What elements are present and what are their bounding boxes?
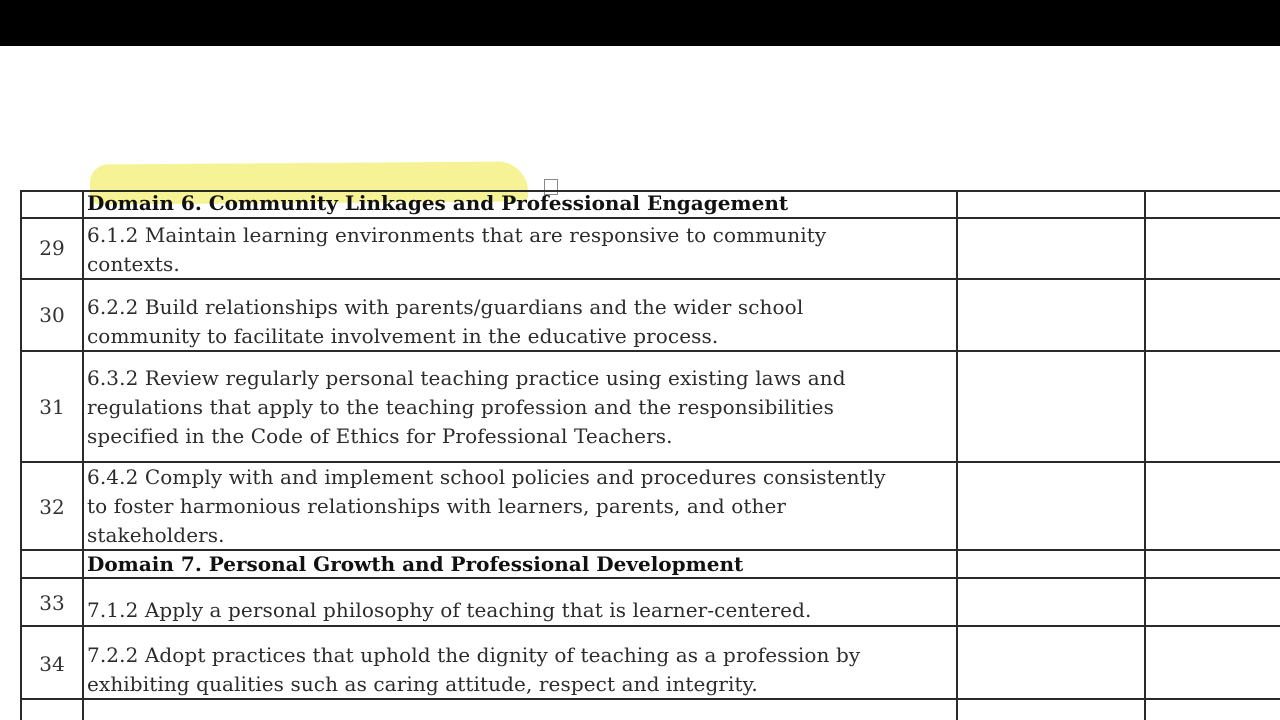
table-rule	[956, 190, 958, 720]
table-rule	[20, 577, 1280, 579]
table-rule	[20, 625, 1280, 627]
row-number: 33	[39, 591, 65, 615]
row-number: 31	[39, 395, 65, 419]
table-rule	[1144, 190, 1146, 720]
domain-heading: Domain 6. Community Linkages and Professional Engagement	[87, 191, 789, 215]
competency-text: 6.4.2 Comply with and implement school policies and procedures consistently to foster harmonious relationships with learners, parents, and other stakeholders.	[87, 465, 886, 547]
table-rule	[20, 217, 1280, 219]
table-rule	[20, 190, 22, 720]
table-rule	[82, 190, 84, 720]
competency-text: 7.1.2 Apply a personal philosophy of teaching that is learner-centered.	[87, 598, 812, 622]
competency-text: 6.1.2 Maintain learning environments that are responsive to community contexts.	[87, 223, 827, 276]
row-number: 30	[39, 303, 65, 327]
competency-text: 7.2.2 Adopt practices that uphold the dignity of teaching as a profession by exhibiting qualities such as caring attitude, respect and integrity.	[87, 643, 861, 696]
row-number: 29	[39, 236, 65, 260]
domain-heading: Domain 7. Personal Growth and Professional Development	[87, 552, 744, 576]
row-number: 32	[39, 495, 65, 519]
competency-text: 6.3.2 Review regularly personal teaching practice using existing laws and regulations that apply to the teaching profession and the responsibilities specified in the Code of Ethics for Professional Teachers.	[87, 366, 846, 448]
competency-text: 6.2.2 Build relationships with parents/guardians and the wider school community to facilitate involvement in the educative process.	[87, 295, 804, 348]
row-number: 34	[39, 652, 65, 676]
